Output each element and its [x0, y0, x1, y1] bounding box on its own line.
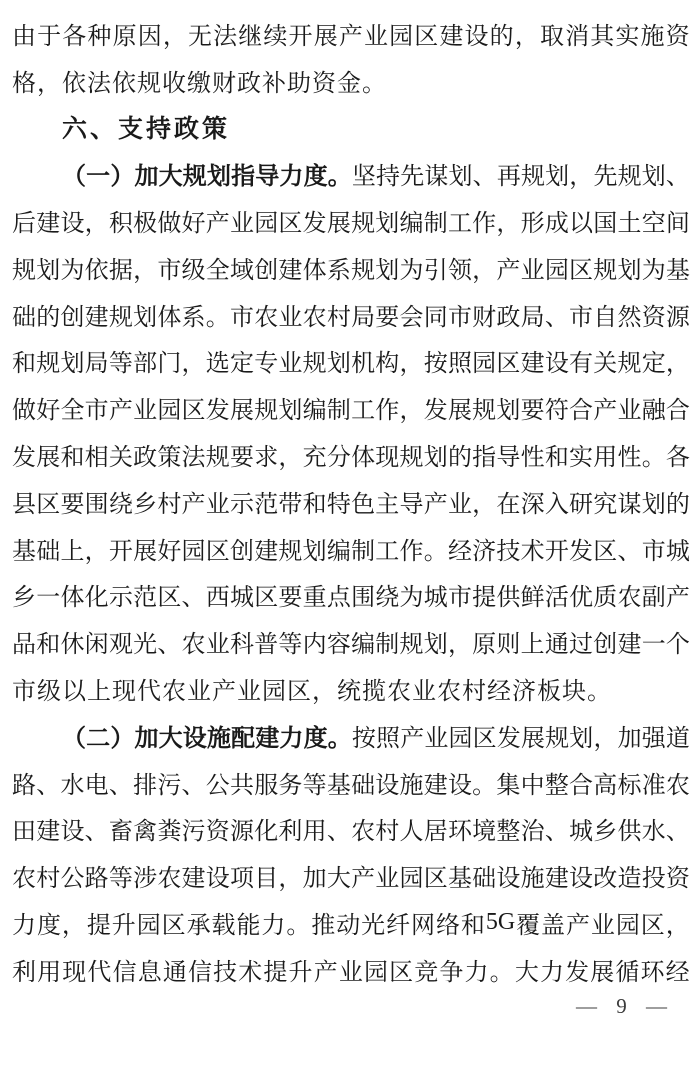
paragraph-item-1 [12, 150, 690, 712]
paragraph-continuation [12, 10, 690, 104]
text-line: 县 区 要 围 绕 乡 村 产 业 示 范 带 和 特 色 主 导 产 业 ， 在 深 入 研 究 谋 划 的 [12, 491, 690, 518]
paragraph-item-2 [12, 712, 690, 993]
text-line: 础 的 创 建 规 划 体 系 。 市 农 业 农 村 局 要 会 同 市 财 政 局 、 市 自 然 资 源 [12, 304, 690, 331]
text-line: 品 和 休 闲 观 光 、 农 业 科 普 等 内 容 编 制 规 划 ， 原 则 上 通 过 创 建 一 个 [12, 632, 690, 659]
text-line: 规 划 为 依 据 ， 市 级 全 域 创 建 体 系 规 划 为 引 领 ， 产 业 园 区 规 划 为 基 [12, 257, 690, 284]
text-line: 乡 一 体 化 示 范 区 、 西 城 区 要 重 点 围 绕 为 城 市 提 供 鲜 活 优 质 农 副 产 [12, 585, 690, 612]
text-line: 和 规 划 局 等 部 门 ， 选 定 专 业 规 划 机 构 ， 按 照 园 区 建 设 有 关 规 定 ， [12, 351, 690, 378]
text-line: 后 建 设 ， 积 极 做 好 产 业 园 区 发 展 规 划 编 制 工 作 ， 形 成 以 国 土 空 间 [12, 211, 690, 238]
text-line: （ 二 ） 加 大 设 施 配 建 力 度 。 按 照 产 业 园 区 发 展 规 划 ， 加 强 道 [62, 725, 690, 752]
text-line: 田 建 设 、 畜 禽 粪 污 资 源 化 利 用 、 农 村 人 居 环 境 整 治 、 城 乡 供 水 、 [12, 819, 690, 846]
text-line: 基 础 上 ， 开 展 好 园 区 创 建 规 划 编 制 工 作 。 经 济 技 术 开 发 区 、 市 城 [12, 538, 690, 565]
text-line: 市级以上现代农业产业园区，统揽农业农村经济板块。 [12, 679, 612, 706]
section-heading-6 [12, 104, 690, 151]
section-heading-text: 六、支持政策 [62, 114, 231, 143]
text-line: 利 用 现 代 信 息 通 信 技 术 提 升 产 业 园 区 竞 争 力 。 大 力 发 展 循 环 经 [12, 959, 690, 986]
text-line: 农 村 公 路 等 涉 农 建 设 项 目 ， 加 大 产 业 园 区 基 础 设 施 建 设 改 造 投 资 [12, 866, 690, 893]
text-line: 做 好 全 市 产 业 园 区 发 展 规 划 编 制 工 作 ， 发 展 规 划 要 符 合 产 业 融 合 [12, 398, 690, 425]
text-line: （ 一 ） 加 大 规 划 指 导 力 度 。 坚 持 先 谋 划 、 再 规 划 ， 先 规 划 、 [62, 164, 690, 191]
text-line: 格，依法依规收缴财政补助资金。 [12, 70, 387, 97]
page-number: — 9 — [576, 994, 674, 1018]
text-line: 由 于 各 种 原 因 ， 无 法 继 续 开 展 产 业 园 区 建 设 的 ， 取 消 其 实 施 资 [12, 23, 690, 50]
text-line: 路 、 水 电 、 排 污 、 公 共 服 务 等 基 础 设 施 建 设 。 集 中 整 合 高 标 准 农 [12, 772, 690, 799]
text-line: 力 度 ， 提 升 园 区 承 载 能 力 。 推 动 光 纤 网 络 和 5G 覆 盖 产 业 园 区 ， [12, 909, 690, 940]
text-line: 发 展 和 相 关 政 策 法 规 要 求 ， 充 分 体 现 规 划 的 指 导 性 和 实 用 性 。 各 [12, 445, 690, 472]
